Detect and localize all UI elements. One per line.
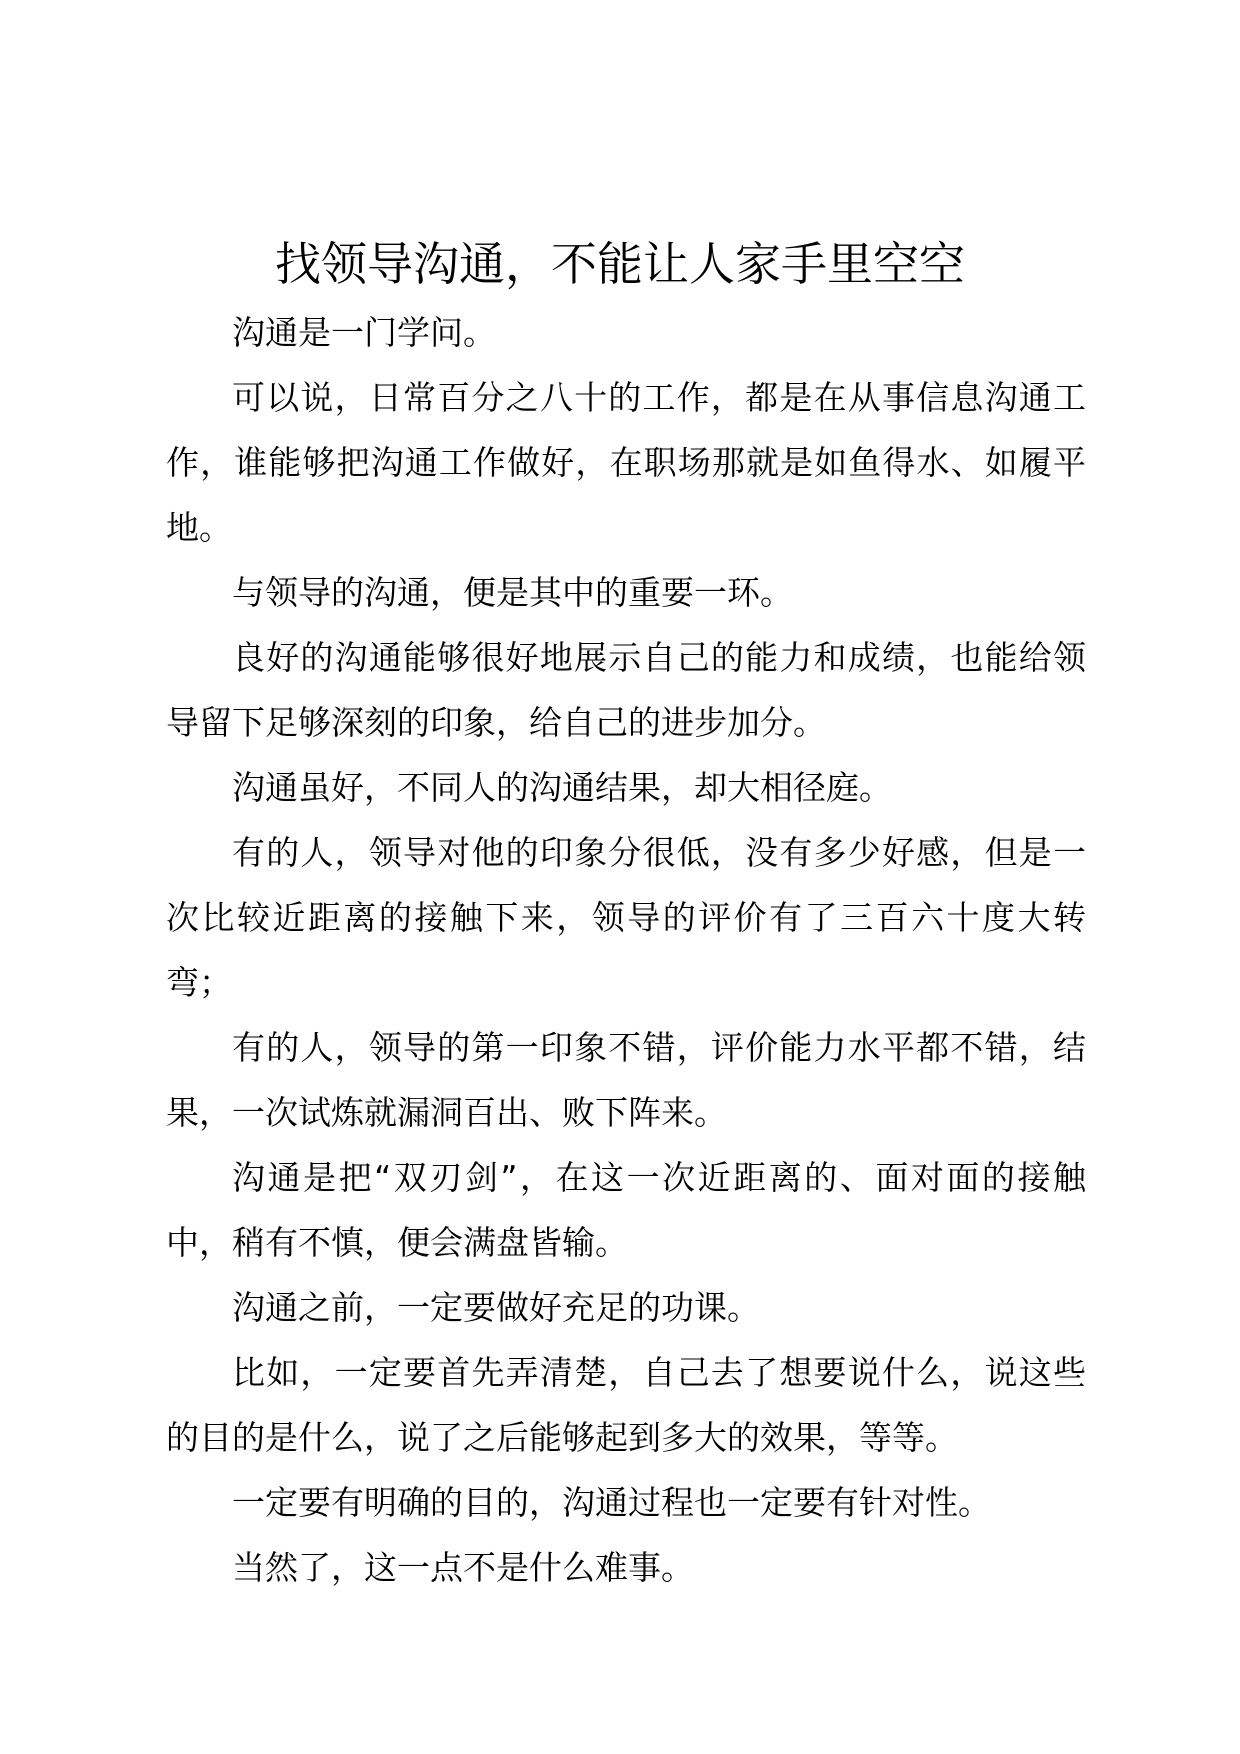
paragraph: 沟通是一门学问。 (232, 313, 496, 352)
paragraph: 当然了，这一点不是什么难事。 (232, 1548, 694, 1587)
paragraph: 沟通虽好，不同人的沟通结果，却大相径庭。 (232, 768, 892, 807)
paragraph: 良好的沟通能够很好地展示自己的能力和成绩，也能给领导留下足够深刻的印象，给自己的进步加分。 (166, 638, 1086, 742)
paragraph: 有的人，领导的第一印象不错，评价能力水平都不错，结果，一次试炼就漏洞百出、败下阵来。 (166, 1028, 1086, 1132)
paragraph: 有的人，领导对他的印象分很低，没有多少好感，但是一次比较近距离的接触下来，领导的评价有了三百六十度大转弯； (166, 833, 1086, 1002)
paragraph: 与领导的沟通，便是其中的重要一环。 (232, 573, 793, 612)
paragraph: 沟通是把“双刃剑”，在这一次近距离的、面对面的接触中，稍有不慎，便会满盘皆输。 (166, 1158, 1086, 1262)
paragraph: 一定要有明确的目的，沟通过程也一定要有针对性。 (232, 1483, 991, 1522)
paragraph: 可以说，日常百分之八十的工作，都是在从事信息沟通工作，谁能够把沟通工作做好，在职场那就是如鱼得水、如履平地。 (166, 378, 1086, 547)
document-body (166, 300, 1086, 1600)
paragraph: 沟通之前，一定要做好充足的功课。 (232, 1288, 760, 1327)
document-title: 找领导沟通，不能让人家手里空空 (275, 237, 965, 291)
paragraph: 比如，一定要首先弄清楚，自己去了想要说什么，说这些的目的是什么，说了之后能够起到多大的效果，等等。 (166, 1353, 1086, 1457)
